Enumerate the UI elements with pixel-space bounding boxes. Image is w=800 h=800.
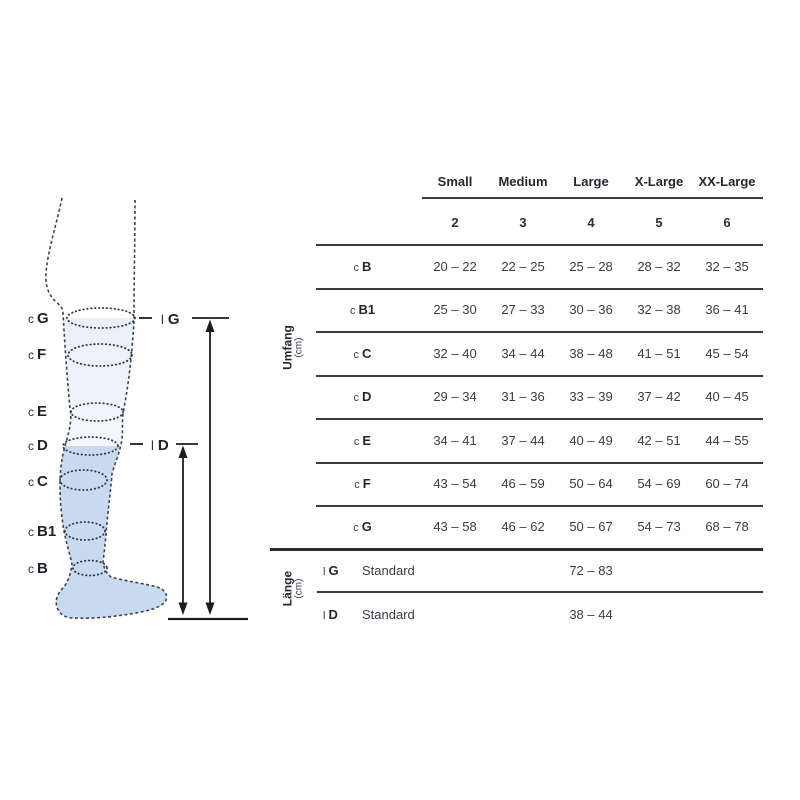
length-marker-lD-lines bbox=[130, 444, 198, 604]
row-label: c C bbox=[353, 345, 372, 361]
length-label-lG: l G bbox=[161, 311, 180, 328]
size-numbers-row bbox=[421, 200, 761, 244]
size-value-cell: 54 – 73 bbox=[637, 519, 681, 534]
size-value-cell: 31 – 36 bbox=[501, 389, 545, 404]
size-value-cell: 68 – 78 bbox=[705, 519, 749, 534]
size-value-cell: 60 – 74 bbox=[705, 476, 749, 491]
size-value-cell: 40 – 49 bbox=[569, 432, 613, 448]
size-value-cell: 32 – 38 bbox=[637, 302, 681, 317]
size-number: 2 bbox=[451, 214, 459, 230]
size-number: 5 bbox=[655, 214, 663, 230]
size-name-header: X-Large bbox=[634, 173, 684, 189]
length-label-lD: l D bbox=[151, 437, 169, 454]
size-value-cell: 43 – 58 bbox=[433, 519, 477, 534]
size-value-cell: 50 – 67 bbox=[569, 519, 613, 534]
table-row-cC bbox=[270, 332, 761, 375]
size-value-cell: 38 – 44 bbox=[569, 606, 613, 622]
marker-label-cB: c B bbox=[28, 560, 48, 577]
marker-label-cF: c F bbox=[28, 346, 47, 363]
size-value-cell: 38 – 48 bbox=[569, 345, 613, 361]
table-row-cD bbox=[270, 375, 761, 418]
size-number: 4 bbox=[587, 214, 595, 230]
marker-label-cG: c G bbox=[28, 310, 49, 327]
table-row-cB bbox=[270, 245, 761, 288]
row-label: c F bbox=[354, 476, 371, 491]
variant-label: Standard bbox=[362, 606, 415, 622]
lG-arrowhead-down bbox=[206, 603, 215, 616]
size-number: 3 bbox=[519, 214, 527, 230]
size-value-cell: 40 – 45 bbox=[705, 389, 749, 404]
size-value-cell: 29 – 34 bbox=[433, 389, 477, 404]
size-value-cell: 46 – 62 bbox=[501, 519, 545, 534]
row-label: l G bbox=[323, 563, 339, 578]
marker-label-cD: c D bbox=[28, 437, 48, 454]
size-value-cell: 41 – 51 bbox=[637, 345, 681, 361]
size-names-row bbox=[421, 166, 761, 196]
table-row-cE bbox=[270, 419, 761, 462]
size-value-cell: 54 – 69 bbox=[637, 476, 681, 491]
size-value-cell: 30 – 36 bbox=[569, 302, 613, 317]
size-value-cell: 32 – 40 bbox=[433, 345, 477, 361]
size-name-header: Medium bbox=[498, 173, 548, 189]
size-name-header: XX-Large bbox=[698, 173, 756, 189]
marker-label-cC: c C bbox=[28, 473, 48, 490]
section-label-umfang: Umfang (cm) bbox=[280, 325, 305, 370]
lD-arrowhead-down bbox=[179, 603, 188, 616]
table-row-cB1 bbox=[270, 288, 761, 331]
size-name-header: Large bbox=[573, 173, 609, 189]
table-row-lD bbox=[270, 593, 763, 635]
size-name-header: Small bbox=[437, 173, 473, 189]
leg-fill-regions bbox=[20, 185, 250, 635]
size-value-cell: 28 – 32 bbox=[637, 259, 681, 274]
size-value-cell: 32 – 35 bbox=[705, 259, 749, 274]
size-table bbox=[270, 160, 770, 640]
size-value-cell: 36 – 41 bbox=[705, 302, 749, 317]
size-value-cell: 34 – 41 bbox=[433, 432, 477, 448]
size-value-cell: 44 – 55 bbox=[705, 432, 749, 448]
row-label: l D bbox=[323, 606, 338, 622]
row-label: c B bbox=[353, 259, 372, 274]
size-value-cell: 72 – 83 bbox=[569, 563, 613, 578]
size-value-cell: 25 – 30 bbox=[433, 302, 477, 317]
size-value-cell: 43 – 54 bbox=[433, 476, 477, 491]
table-row-cF bbox=[270, 462, 761, 505]
size-value-cell: 37 – 42 bbox=[637, 389, 681, 404]
size-value-cell: 22 – 25 bbox=[501, 259, 545, 274]
size-value-cell: 45 – 54 bbox=[705, 345, 749, 361]
table-row-lG bbox=[270, 551, 763, 591]
table-row-cG bbox=[270, 506, 761, 548]
size-number: 6 bbox=[723, 214, 731, 230]
size-value-cell: 34 – 44 bbox=[501, 345, 545, 361]
lD-arrowhead-up bbox=[179, 446, 188, 459]
size-value-cell: 20 – 22 bbox=[433, 259, 477, 274]
row-label: c D bbox=[353, 389, 372, 404]
length-marker-lG-lines bbox=[139, 318, 229, 604]
variant-label: Standard bbox=[362, 563, 415, 578]
row-label: c B1 bbox=[349, 302, 376, 317]
marker-label-cE: c E bbox=[28, 403, 48, 420]
size-value-cell: 42 – 51 bbox=[637, 432, 681, 448]
size-value-cell: 33 – 39 bbox=[569, 389, 613, 404]
size-value-cell: 37 – 44 bbox=[501, 432, 545, 448]
leg-measurement-diagram bbox=[20, 185, 250, 635]
size-value-cell: 50 – 64 bbox=[569, 476, 613, 491]
size-value-cell: 25 – 28 bbox=[569, 259, 613, 274]
section-label-laenge: Länge (cm) bbox=[280, 570, 305, 607]
row-label: c G bbox=[353, 519, 372, 534]
size-value-cell: 46 – 59 bbox=[501, 476, 545, 491]
size-value-cell: 27 – 33 bbox=[501, 302, 545, 317]
marker-label-cB1: c B1 bbox=[28, 523, 57, 540]
lG-arrowhead-up bbox=[206, 320, 215, 333]
row-label: c E bbox=[353, 432, 372, 448]
table-divider bbox=[422, 197, 763, 199]
